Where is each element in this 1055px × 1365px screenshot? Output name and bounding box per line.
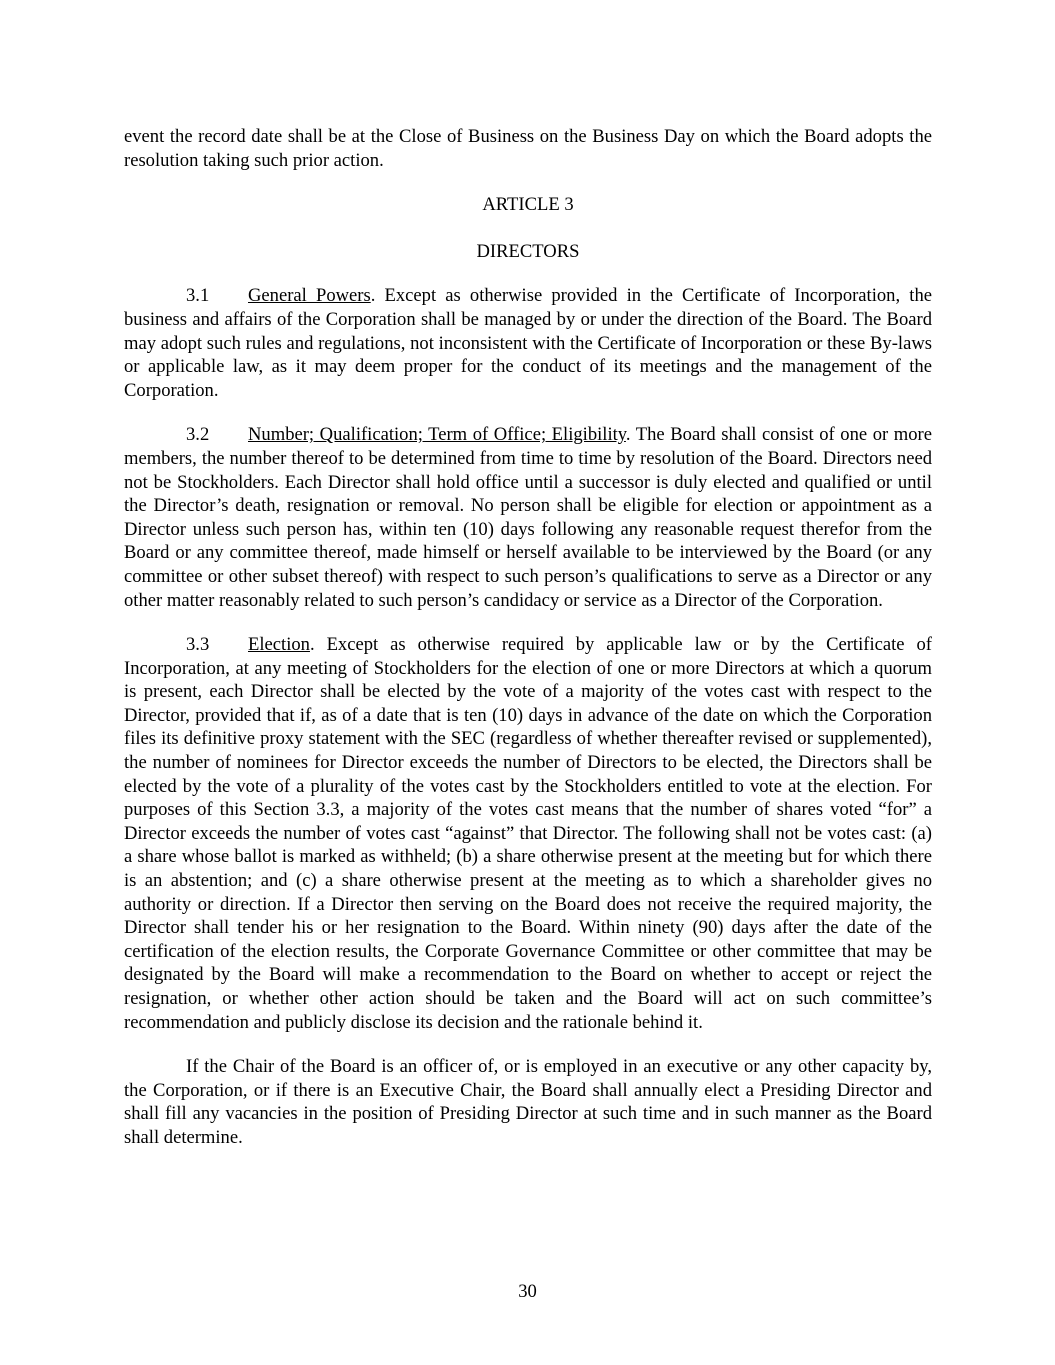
section-title: Number; Qualification; Term of Office; Eligibility [248, 424, 626, 446]
section-body: . The Board shall consist of one or more members, the number thereof to be determined from time to time by resolution of the Board. Directors need not be Stockholders. Each Director shall hold office until a successor is duly elected and qualified or until the Director’s death, resignation or removal. No person shall be eligible for election or appointment as a Director unless such person has, within ten (10) days following any reasonable request therefor from the Board or any committee thereof, made himself or herself available to be interviewed by the Board (or any committee or other subset thereof) with respect to such person’s qualifications to serve as a Director or any other matter reasonably related to such person’s candidacy or service as a Director of the Corporation. [124, 424, 932, 611]
section-3-3 [124, 633, 932, 1034]
continuation-paragraph: event the record date shall be at the Close of Business on the Business Day on which the Board adopts the resolution taking such prior action. [124, 126, 932, 171]
section-number: 3.3 [186, 634, 210, 656]
section-body: . Except as otherwise provided in the Certificate of Incorporation, the business and affairs of the Corporation shall be managed by or under the direction of the Board. The Board may adopt such rules and regulations, not inconsistent with the Certificate of Incorporation or these By-laws or applicable law, as it may deem proper for the conduct of its meetings and the management of the Corporation. [124, 285, 932, 401]
section-title: Election [248, 634, 310, 656]
article-number: ARTICLE 3 [482, 194, 574, 216]
page-number: 30 [518, 1281, 537, 1302]
article-title: DIRECTORS [476, 240, 580, 262]
section-3-2 [124, 423, 932, 612]
section-body: . Except as otherwise required by applicable law or by the Certificate of Incorporation, at any meeting of Stockholders for the election of one or more Directors at which a quorum is present, each Director shall be elected by the vote of a majority of the votes cast with respect to the Director, provided that if, as of a date that is ten (10) days in advance of the date on which the Corporation files its definitive proxy statement with the SEC (regardless of whether thereafter revised or supplemented), the number of nominees for Director exceeds the number of Directors to be elected, the Directors shall be elected by the vote of a plurality of the votes cast by the Stockholders entitled to vote at the election. For purposes of this Section 3.3, a majority of the votes cast means that the number of shares voted “for” a Director exceeds the number of votes cast “against” that Director. The following shall not be votes cast: (a) a share whose ballot is marked as withheld; (b) a share otherwise present at the meeting but for which there is an abstention; and (c) a share otherwise present at the meeting as to which a shareholder gives no authority or direction. If a Director then serving on the Board does not receive the required majority, the Director shall tender his or her resignation to the Board. Within ninety (90) days after the date of the certification of the election results, the Corporate Governance Committee or other committee that may be designated by the Board will make a recommendation to the Board on whether to accept or reject the resignation, or whether other action should be taken and the Board will act on such committee’s recommendation and publicly disclose its decision and the rationale behind it. [124, 634, 932, 1033]
section-title: General Powers [248, 285, 371, 307]
closing-paragraph: If the Chair of the Board is an officer of, or is employed in an executive or any other capacity by, the Corporation, or if there is an Executive Chair, the Board shall annually elect a Presiding Director and shall fill any vacancies in the position of Presiding Director at such time and in such manner as the Board shall determine. [124, 1056, 932, 1148]
section-number: 3.1 [186, 285, 210, 307]
section-3-1 [124, 284, 932, 402]
section-number: 3.2 [186, 424, 210, 446]
document-page [124, 125, 932, 1171]
